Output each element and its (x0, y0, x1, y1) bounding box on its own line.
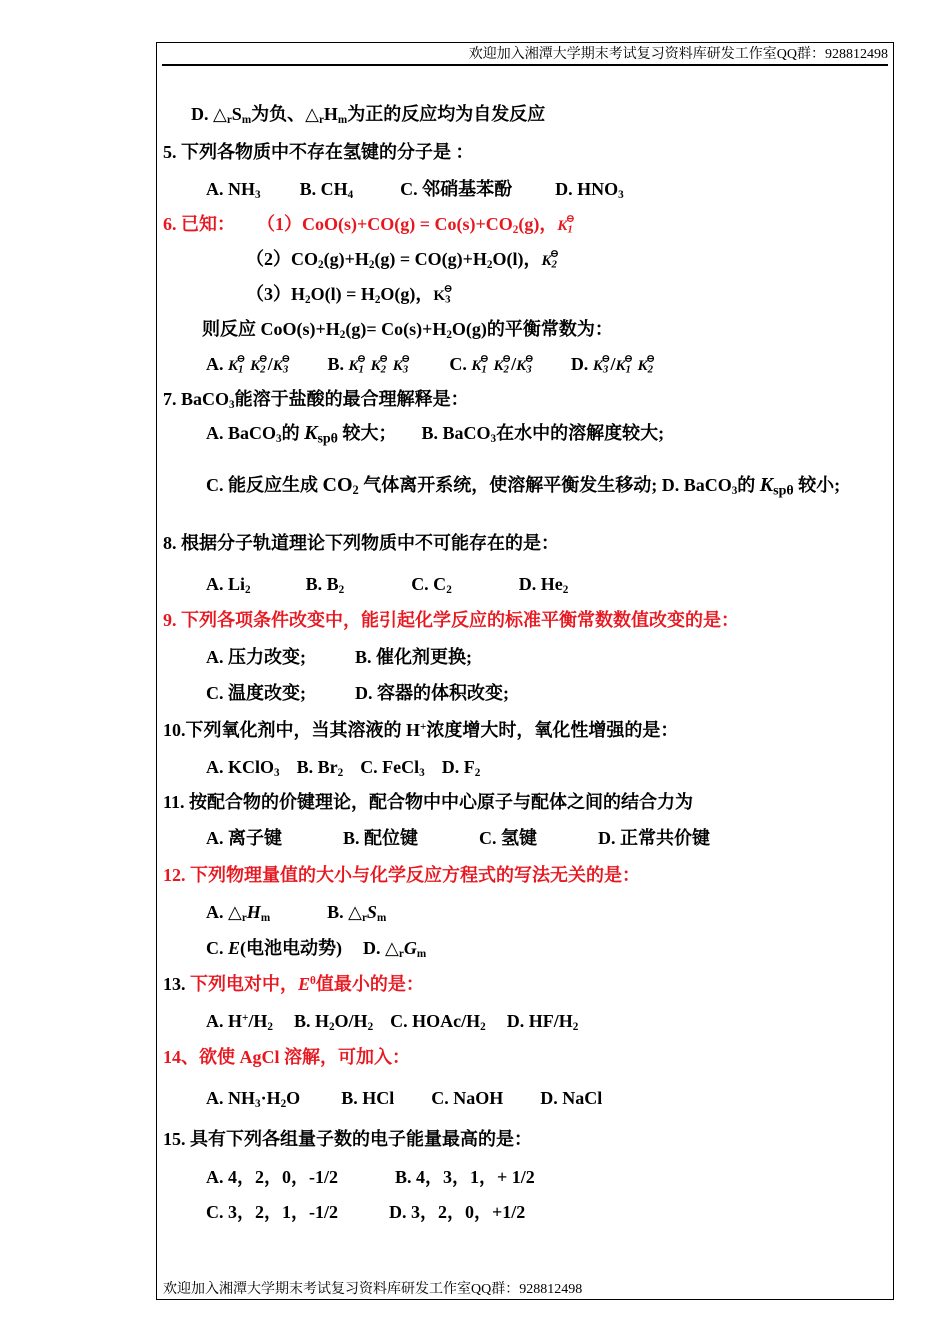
q12-option-b: B. $\triangle_rS_m$ (327, 902, 387, 924)
q9-options-ab (206, 645, 472, 669)
q13-stem: 13. 下列电对中，$E^\theta$值最小的是： (163, 974, 424, 994)
q11-option-d: D. 正常共价键 (598, 828, 711, 848)
q15-options-ab (206, 1165, 535, 1189)
q11-stem: 11. 按配合物的价键理论，配合物中中心原子与配体之间的结合力为 (163, 792, 694, 812)
q15-options-cd (206, 1200, 525, 1224)
q15-option-b: B. 4，3，1，+ 1/2 (395, 1167, 535, 1187)
q12-stem: 12. 下列物理量值的大小与化学反应方程式的写法无关的是： (163, 865, 640, 885)
q5-option-a: A. $NH_3$ (206, 179, 261, 201)
q6-options (206, 352, 655, 378)
q10-option-d: D. $F_2$ (441, 757, 481, 779)
header-rule (162, 64, 888, 66)
q5-options (206, 177, 624, 201)
q7-options-ab (206, 421, 664, 445)
q5-option-d: D. $HNO_3$ (555, 179, 624, 201)
q13-option-b: B. $H_2O/H_2$ (293, 1011, 374, 1033)
q14-option-d: D. NaCl (540, 1088, 603, 1108)
q6-reaction-2: $(2)CO_2(g)+H_2(g) = CO(g)+H_2O(l)$，$K_2⊖$ (246, 247, 560, 271)
page-header: 欢迎加入湘潭大学期末考试复习资料库研发工作室QQ群：928812498 (468, 47, 888, 62)
q11-option-b: B. 配位键 (343, 828, 419, 848)
q8-option-c: C. $C_2$ (411, 574, 452, 596)
q5-stem: 5. 下列各物质中不存在氢键的分子是 ： (163, 142, 474, 162)
q9-option-c: C. 温度改变; (206, 683, 306, 703)
q4-d-text2: 为正的反应均为自发反应 (347, 104, 546, 124)
q10-option-a: A. KClO$_3$ (206, 757, 280, 779)
q7-option-d: D. BaCO$_3$的 $K_{sp\theta}$ 较小; (661, 474, 841, 499)
q8-options (206, 572, 568, 596)
q14-option-a: A. $NH_3\cdot H_2O$ (206, 1088, 301, 1110)
q14-option-c: C. NaOH (431, 1088, 504, 1108)
q7-option-a: A. BaCO$_3$的 $K_{sp\theta}$ 较大； (206, 422, 397, 447)
q6-option-d: D. $K_3⊖/K_1⊖$ $K_2⊖$ (570, 352, 656, 376)
q9-stem: 9. 下列各项条件改变中，能引起化学反应的标准平衡常数数值改变的是： (163, 610, 739, 630)
q12-option-c: C. E(电池电动势) (206, 938, 343, 958)
q6-reaction-1: 6. 已知： $(1)CoO(s)+CO(g) = Co(s)+CO_2(g)$，$K_1⊖$ (163, 212, 575, 236)
q9-option-d: D. 容器的体积改变; (355, 683, 509, 703)
q11-options (206, 826, 710, 850)
q14-options (206, 1086, 602, 1110)
page-footer: 欢迎加入湘潭大学期末考试复习资料库研发工作室QQ群：928812498 (163, 1282, 583, 1297)
q13-option-c: C. HOAc/$H_2$ (390, 1011, 486, 1033)
q4-option-d: D. $\triangle_rS_m$为负、$\triangle_rH_m$为正的反应均为自发反应 (191, 104, 546, 126)
q5-option-b: B. $CH_4$ (299, 179, 354, 201)
q6-option-c: C. $K_1⊖$ $K_2⊖/K_3⊖$ (449, 352, 534, 376)
q14-option-b: B. HCl (341, 1088, 395, 1108)
q10-stem: 10.下列氧化剂中，当其溶液的 H+浓度增大时，氧化性增强的是： (163, 720, 679, 740)
q6-option-b: B. $K_1⊖$ $K_2⊖$ $K_3⊖$ (327, 352, 411, 376)
q10-options (206, 755, 480, 779)
q10-option-c: C. FeCl$_3$ (360, 757, 425, 779)
q9-option-a: A. 压力改变; (206, 647, 306, 667)
q6-stem: 则反应 $CoO(s)+H_2(g)= Co(s)+H_2O(g)$的平衡常数为： (202, 319, 613, 341)
q15-option-d: D. 3，2，0，+1/2 (389, 1202, 526, 1222)
q12-options-ab (206, 900, 386, 924)
q4-d-letter: D. (191, 104, 209, 124)
q9-option-b: B. 催化剂更换; (355, 647, 472, 667)
q4-d-text1: 为负、 (251, 104, 306, 124)
q11-option-c: C. 氢键 (479, 828, 538, 848)
q8-option-d: D. $He_2$ (518, 574, 569, 596)
q14-stem: 14、欲使 AgCl 溶解，可加入： (163, 1047, 410, 1067)
q13-option-d: D. $HF/H_2$ (506, 1011, 579, 1033)
q15-option-c: C. 3，2，1，-1/2 (206, 1202, 338, 1222)
q13-options (206, 1009, 578, 1033)
q11-option-a: A. 离子键 (206, 828, 282, 848)
q6-option-a: A. $K_1⊖$ $K_2⊖/K_3⊖$ (206, 352, 291, 376)
q8-stem: 8. 根据分子轨道理论下列物质中不可能存在的是： (163, 533, 559, 553)
q12-option-a: A. $\triangle_rH_m$ (206, 902, 271, 924)
q7-option-c: C. 能反应生成 $CO_2$ 气体离开系统，使溶解平衡发生移动; (206, 474, 658, 498)
q5-option-c: C. 邻硝基苯酚 (400, 179, 513, 199)
q7-option-b: B. BaCO$_3$在水中的溶解度较大; (421, 423, 665, 445)
q8-option-a: A. $Li_2$ (206, 574, 251, 596)
q7-options-cd (206, 473, 840, 497)
q15-stem: 15. 具有下列各组量子数的电子能量最高的是： (163, 1129, 532, 1149)
q13-option-a: A. $H^+/H_2$ (206, 1011, 273, 1033)
q12-options-cd (206, 936, 426, 960)
q10-option-b: B. $Br_2$ (296, 757, 344, 779)
q15-option-a: A. 4，2，0，-1/2 (206, 1167, 338, 1187)
q6-reaction-3: $(3)H_2O(l) = H_2O(g)$，$K_3⊖$ (246, 282, 453, 306)
q12-option-d: D. $\triangle_rG_m$ (363, 938, 427, 960)
q7-stem: 7. BaCO$_3$能溶于盐酸的最合理解释是： (163, 389, 469, 411)
q9-options-cd (206, 681, 509, 705)
q6-intro: 6. 已知： (163, 214, 235, 234)
q8-option-b: B. $B_2$ (305, 574, 345, 596)
